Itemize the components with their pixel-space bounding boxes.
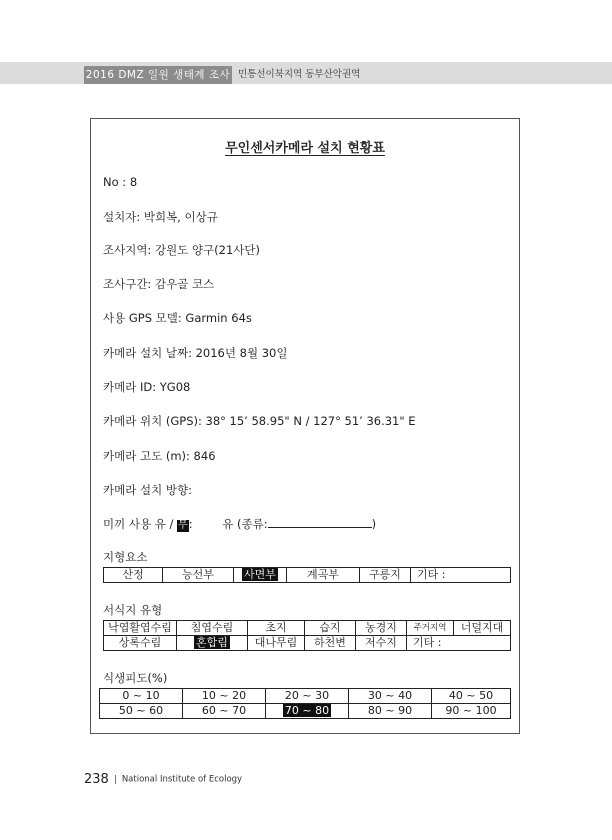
footer-divider bbox=[115, 775, 116, 784]
vegetation-cell: 60 ~ 70 bbox=[183, 704, 266, 719]
bait-no-marked: 무 bbox=[178, 520, 188, 531]
terrain-cell: 구릉지 bbox=[360, 568, 411, 583]
habitat-cell: 침엽수림 bbox=[177, 621, 248, 636]
vegetation-cell: 0 ~ 10 bbox=[100, 689, 183, 704]
habitat-table bbox=[103, 620, 511, 651]
terrain-cell-other: 기타 : bbox=[411, 568, 511, 583]
page-footer bbox=[84, 772, 242, 787]
vegetation-cell: 10 ~ 20 bbox=[183, 689, 266, 704]
vegetation-table bbox=[99, 688, 511, 719]
terrain-cell: 계곡부 bbox=[287, 568, 360, 583]
terrain-table bbox=[103, 567, 511, 583]
installation-form bbox=[90, 118, 520, 734]
terrain-cell: 능선부 bbox=[163, 568, 234, 583]
habitat-cell: 너덜지대 bbox=[454, 621, 511, 636]
habitat-cell-selected: 혼합림 bbox=[177, 636, 248, 651]
running-header-title: 2016 DMZ 일원 생태계 조사 bbox=[84, 66, 232, 84]
vegetation-cell: 80 ~ 90 bbox=[349, 704, 432, 719]
terrain-cell-selected: 사면부 bbox=[234, 568, 287, 583]
field-camera-id: 카메라 ID: YG08 bbox=[103, 380, 191, 394]
vegetation-cell: 30 ~ 40 bbox=[349, 689, 432, 704]
vegetation-cell: 20 ~ 30 bbox=[266, 689, 349, 704]
habitat-cell: 농경지 bbox=[356, 621, 407, 636]
field-install-date: 카메라 설치 날짜: 2016년 8월 30일 bbox=[103, 346, 288, 360]
vegetation-cell: 50 ~ 60 bbox=[100, 704, 183, 719]
field-no: No : 8 bbox=[103, 175, 138, 189]
field-bait bbox=[103, 516, 376, 532]
vegetation-label: 식생피도(%) bbox=[103, 671, 168, 685]
running-header-subtitle: 민통선이북지역 동부산악권역 bbox=[238, 69, 361, 80]
field-gps-model: 사용 GPS 모델: Garmin 64s bbox=[103, 311, 252, 325]
field-camera-position: 카메라 위치 (GPS): 38° 15’ 58.95" N / 127° 51’ 36.31" E bbox=[103, 414, 416, 428]
bait-yes-label: 유 (종류: bbox=[222, 517, 268, 531]
field-section: 조사구간: 감우골 코스 bbox=[103, 277, 215, 291]
terrain-label: 지형요소 bbox=[103, 550, 148, 564]
terrain-cell: 산정 bbox=[104, 568, 163, 583]
field-altitude: 카메라 고도 (m): 846 bbox=[103, 449, 216, 463]
vegetation-cell: 90 ~ 100 bbox=[432, 704, 511, 719]
bait-prefix: 미끼 사용 유 / bbox=[103, 517, 174, 531]
footer-institute: National Institute of Ecology bbox=[121, 774, 243, 785]
habitat-cell: 낙엽활엽수림 bbox=[104, 621, 177, 636]
bait-colon: : bbox=[188, 517, 193, 531]
form-title: 무인센서카메라 설치 현황표 bbox=[225, 141, 385, 156]
field-area: 조사지역: 강원도 양구(21사단) bbox=[103, 243, 260, 257]
field-direction: 카메라 설치 방향: bbox=[103, 483, 192, 497]
page-number: 238 bbox=[84, 772, 109, 787]
bait-close: ) bbox=[371, 517, 377, 531]
habitat-label: 서식지 유형 bbox=[103, 603, 163, 617]
habitat-cell: 대나무림 bbox=[248, 636, 305, 651]
bait-type-blank bbox=[268, 516, 372, 528]
vegetation-cell: 40 ~ 50 bbox=[432, 689, 511, 704]
vegetation-cell-selected: 70 ~ 80 bbox=[266, 704, 349, 719]
habitat-cell: 습지 bbox=[305, 621, 356, 636]
habitat-cell: 초지 bbox=[248, 621, 305, 636]
habitat-cell: 하천변 bbox=[305, 636, 356, 651]
habitat-cell: 상록수림 bbox=[104, 636, 177, 651]
habitat-cell: 저수지 bbox=[356, 636, 407, 651]
field-installer: 설치자: 박희복, 이상규 bbox=[103, 210, 218, 224]
habitat-cell: 주거지역 bbox=[407, 621, 454, 636]
habitat-cell-other: 기타 : bbox=[407, 636, 511, 651]
